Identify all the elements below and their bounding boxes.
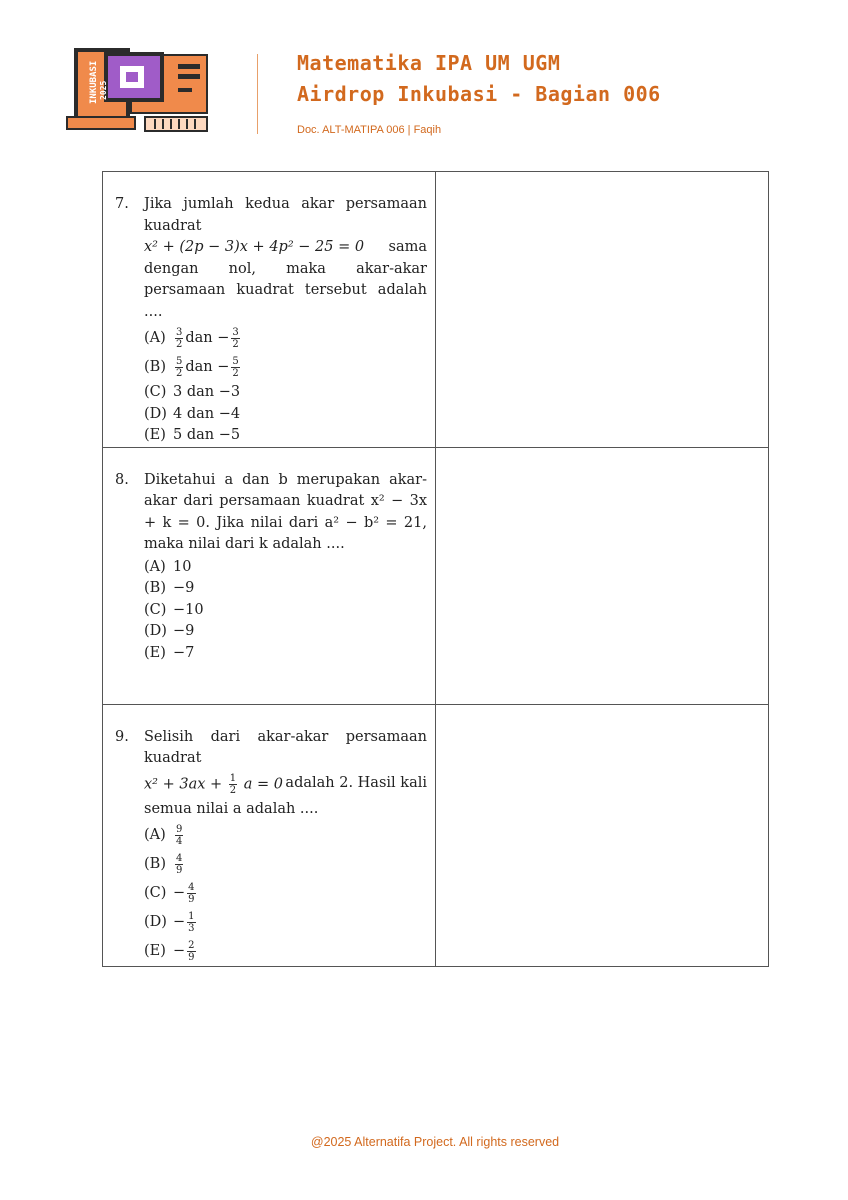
copyright-footer: @2025 Alternatifa Project. All rights reserved bbox=[310, 1135, 560, 1149]
option-a[interactable] bbox=[144, 557, 427, 579]
option-label: (A) bbox=[144, 329, 166, 346]
option-a[interactable] bbox=[144, 324, 427, 353]
option-text: 10 bbox=[173, 558, 192, 575]
option-label: (E) bbox=[144, 942, 166, 959]
option-d[interactable] bbox=[144, 908, 427, 937]
question-text-end: dengan nol, maka akar-akar persamaan kuadrat tersebut adalah .... bbox=[144, 260, 427, 320]
logo-year: 2025 bbox=[99, 80, 108, 100]
option-label: (B) bbox=[144, 855, 166, 872]
option-label: (C) bbox=[144, 384, 167, 400]
option-text: −9 bbox=[173, 580, 195, 596]
fraction: $\frac{1}{3}$ bbox=[188, 911, 195, 934]
fraction: $\frac{3}{2}$ bbox=[176, 327, 183, 350]
question-row bbox=[103, 172, 769, 448]
fraction: $\frac{9}{4}$ bbox=[176, 824, 183, 847]
option-text: dan − bbox=[185, 329, 230, 346]
retro-computer-logo bbox=[60, 44, 212, 136]
question-text: Selisih dari akar-akar persamaan kuadrat bbox=[144, 728, 427, 766]
option-text: 5 dan −5 bbox=[173, 427, 241, 443]
document-subtitle: Airdrop Inkubasi - Bagian 006 bbox=[297, 82, 661, 106]
option-label: (C) bbox=[144, 601, 167, 618]
header-divider bbox=[257, 54, 258, 134]
fraction: $\frac{2}{9}$ bbox=[188, 940, 195, 963]
answer-work-area[interactable] bbox=[436, 172, 769, 448]
option-sign: − bbox=[173, 942, 186, 959]
document-code: Doc. ALT-MATIPA 006 | Faqih bbox=[297, 124, 442, 136]
fraction: $\frac{5}{2}$ bbox=[176, 356, 183, 379]
option-text: 3 dan −3 bbox=[173, 384, 241, 400]
question-number: 7. bbox=[115, 196, 129, 212]
fraction: $\frac{1}{2}$ bbox=[229, 772, 237, 796]
option-b[interactable] bbox=[144, 850, 427, 879]
question-table bbox=[102, 171, 769, 967]
option-c[interactable] bbox=[144, 879, 427, 908]
question-text: Jika jumlah kedua akar persamaan kuadrat bbox=[144, 196, 427, 234]
fraction: $\frac{3}{2}$ bbox=[232, 327, 239, 350]
option-label: (E) bbox=[144, 427, 166, 443]
logo-text: INKUBASI bbox=[89, 60, 99, 104]
question-equation: x² + (2p − 3)x + 4p² − 25 = 0 bbox=[144, 239, 365, 255]
question-text-cont: sama bbox=[388, 239, 427, 255]
option-label: (B) bbox=[144, 580, 166, 596]
option-label: (D) bbox=[144, 913, 167, 930]
option-c[interactable] bbox=[144, 382, 427, 404]
fraction: $\frac{5}{2}$ bbox=[232, 356, 239, 379]
option-e[interactable] bbox=[144, 643, 427, 665]
question-row bbox=[103, 447, 769, 704]
answer-work-area[interactable] bbox=[436, 447, 769, 704]
question-text-end: semua nilai a adalah .... bbox=[144, 800, 319, 817]
question-text-cont: adalah 2. Hasil kali bbox=[285, 775, 427, 792]
option-sign: − bbox=[173, 913, 186, 930]
option-label: (D) bbox=[144, 623, 167, 639]
fraction: $\frac{4}{9}$ bbox=[188, 882, 195, 905]
option-label: (A) bbox=[144, 826, 166, 843]
question-9 bbox=[115, 727, 427, 967]
option-e[interactable] bbox=[144, 937, 427, 966]
answer-options bbox=[144, 324, 427, 447]
option-e[interactable] bbox=[144, 425, 427, 447]
option-label: (D) bbox=[144, 405, 167, 422]
option-c[interactable] bbox=[144, 600, 427, 622]
option-text: dan − bbox=[185, 358, 230, 375]
question-cell bbox=[103, 704, 436, 967]
document-title: Matematika IPA UM UGM bbox=[297, 51, 561, 75]
question-row bbox=[103, 704, 769, 967]
option-d[interactable] bbox=[144, 404, 427, 426]
option-sign: − bbox=[173, 884, 186, 901]
question-number: 8. bbox=[115, 471, 129, 488]
question-cell bbox=[103, 172, 436, 448]
option-b[interactable] bbox=[144, 353, 427, 382]
option-text: 4 dan −4 bbox=[173, 405, 241, 422]
option-label: (B) bbox=[144, 358, 166, 375]
answer-options bbox=[144, 821, 427, 966]
option-text: −10 bbox=[173, 601, 204, 618]
question-equation: x² + 3ax + $\frac{1}{2}$ a = 0 bbox=[144, 772, 284, 796]
option-text: −9 bbox=[173, 623, 195, 639]
question-cell bbox=[103, 447, 436, 704]
option-text: −7 bbox=[173, 644, 195, 661]
answer-options bbox=[144, 557, 427, 665]
question-8 bbox=[115, 470, 427, 665]
question-text: Diketahui a dan b merupakan akar-akar dari persamaan kuadrat x² − 3x + k = 0. Jika nilai dari a² − b² = 21, maka nilai dari k adalah .... bbox=[144, 471, 427, 552]
fraction: $\frac{4}{9}$ bbox=[176, 853, 183, 876]
answer-work-area[interactable] bbox=[436, 704, 769, 967]
option-label: (E) bbox=[144, 644, 166, 661]
option-a[interactable] bbox=[144, 821, 427, 850]
option-b[interactable] bbox=[144, 578, 427, 600]
option-label: (A) bbox=[144, 558, 166, 575]
question-7 bbox=[115, 194, 427, 447]
option-label: (C) bbox=[144, 884, 167, 901]
option-d[interactable] bbox=[144, 621, 427, 643]
question-number: 9. bbox=[115, 728, 129, 745]
